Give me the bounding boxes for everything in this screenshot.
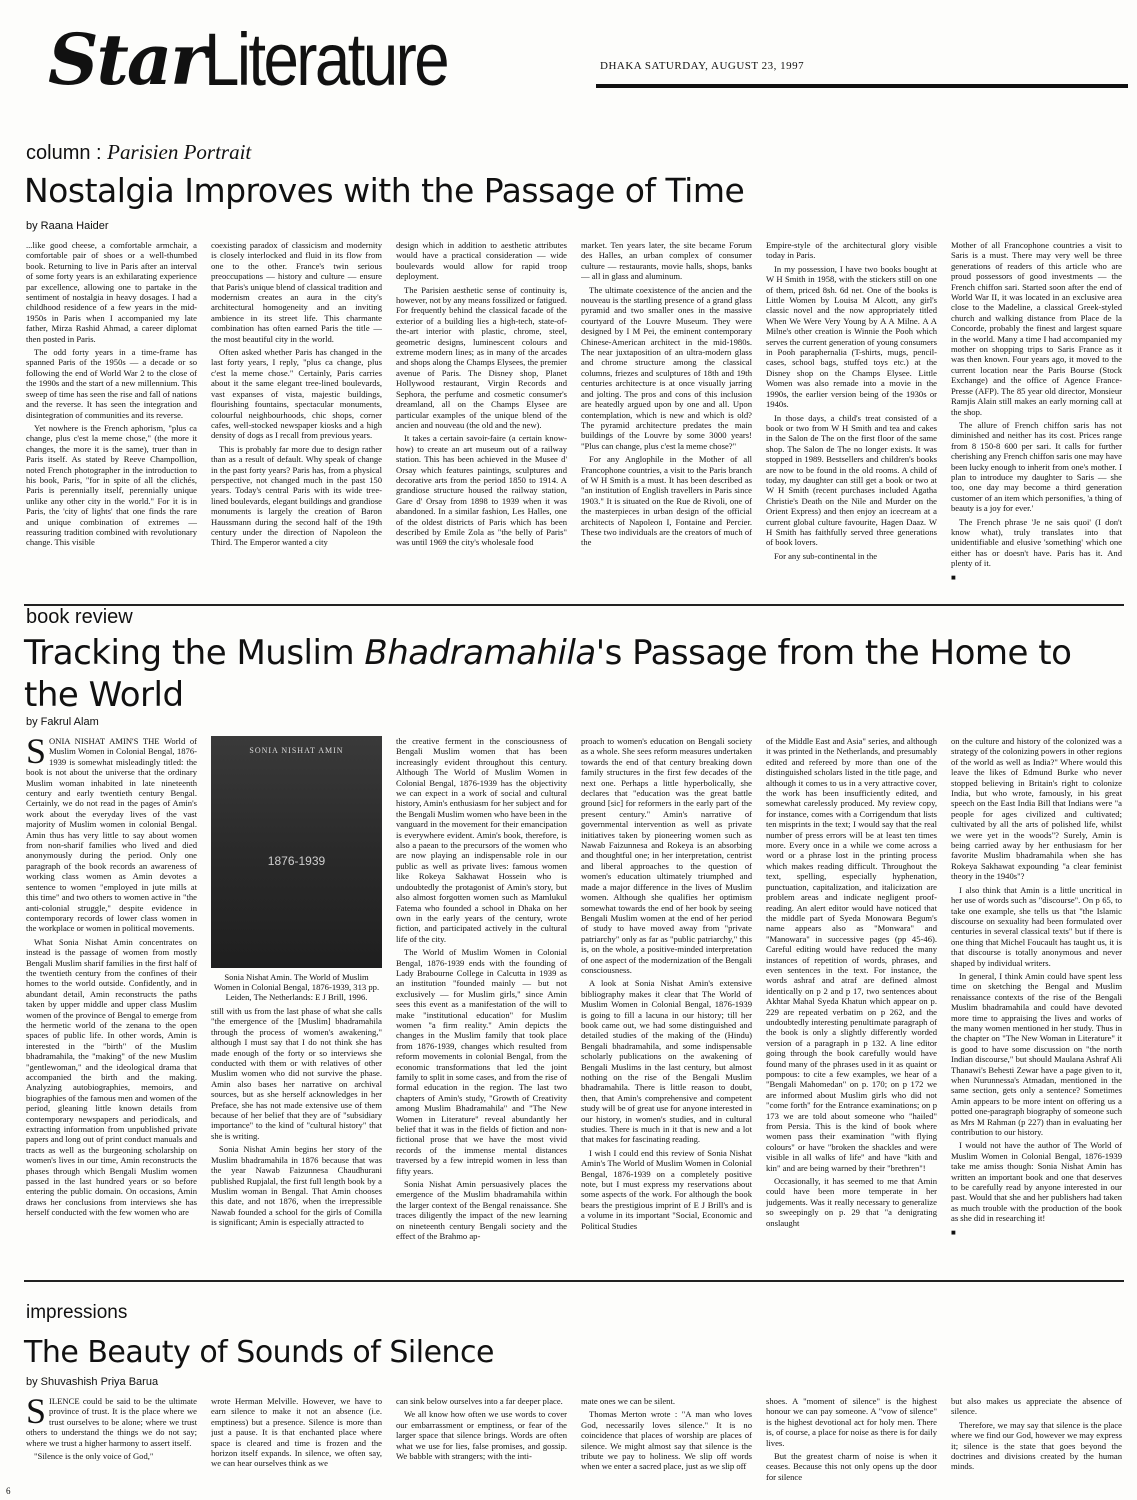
paragraph: Occasionally, it has seemed to me that Amin could have been more temperate in her judgements. Was it really necessary to generalize so sweepingly on p. 29 that "a denigrating onslaught (766, 1176, 937, 1228)
paragraph: mate ones we can be silent. (581, 1396, 676, 1406)
section-divider (24, 1280, 1124, 1282)
paragraph: Therefore, we may say that silence is the place where we find our God, however we may express it; silence is the state that goes beyond the doctrines and divisions created by the human minds. (951, 1419, 1122, 1472)
paragraph: design which in addition to aesthetic attributes would have a practical consideration — wide boulevards would allow for rapid troop deployment. (396, 240, 567, 282)
dateline: DHAKA SATURDAY, AUGUST 23, 1997 (600, 60, 805, 72)
paragraph: The French phrase 'Je ne sais quoi' (I don't know what), truly translates into that unidentifiable and elusive 'something' which one either has or doesn't have. Paris has it. And plenty of it. (951, 516, 1122, 569)
article1-kicker-title: Parisien Portrait (107, 140, 252, 164)
article3-kicker: impressions (26, 1302, 128, 1323)
article1-column (951, 240, 1122, 602)
article3-column (26, 1396, 197, 1496)
article2-headline-italic: Bhadramahila (364, 633, 596, 673)
page-number: 6 (6, 1486, 11, 1496)
paragraph: Often asked whether Paris has changed in the last forty years, I reply, "plus ca change, plus c'est la meme chose." Certainly, Paris carries about it the same elegant tree-lined boulevards, vast expanses of vista, majestic buildings, flourishing fountains, spectacular monuments, colourful neighbourhoods, chic shops, corner cafes, well-stocked newspaper kiosks and a high density of dogs as I recall from previous years. (211, 347, 382, 441)
paragraph: The ultimate coexistence of the ancien and the nouveau is the startling presence of a grand glass pyramid and two smaller ones in the massive courtyard of the Louvre Museum. They were designed by I M Pei, the eminent contemporary Chinese-American architect in the mid-1980s. The near juxtaposition of an ultra-modern glass and chrome structure among the classical columns, friezes and sculptures of 18th and 19th centuries architecture is at once visually jarring and jolting. The pros and cons of this inclusion are heatedly argued upon by one and all. Upon contemplation, which is new and which is old? The pyramid architecture predates the main buildings of the Louvre by some 3000 years! "Plus can change, plus c'est la meme chose?" (581, 284, 752, 451)
paragraph: The allure of French chiffon saris has not diminished and neither has its cost. Prices range from 8 150-8 600 per sari. It calls for further cherishing any French chiffon saris one may have been lucky enough to inherit from one's mother. I plan to introduce my daughter to Saris — she too, one day may become a third generation customer of an item which personifies, 'a thing of beauty is a joy for ever.' (951, 419, 1122, 514)
article1-column (581, 240, 752, 602)
paragraph: In those days, a child's treat consisted of a book or two from W H Smith and tea and cakes in the Salon de The on the first floor of the same shop. The Salon de The no longer exists. It was stopped in 1989. Bestsellers and children's books are now to be found in the old rooms. A child of today, my daughter can still get a book or two at W H Smith (recent purchases included Agatha Christie's Death on the Nile and Murder on the Orient Express) and then enjoy an icecream at a current global culture favourite, Hagen Daaz. W H Smith has faithfully served three generations of book lovers. (766, 412, 937, 548)
article1-column (396, 240, 567, 602)
paragraph: We all know how often we use words to cover our embarrassment or emptiness, or fear of the larger space that silence brings. Words are often what we use for lies, false promises, and gossip. We babble with strangers; with the inti- (396, 1409, 567, 1462)
paragraph: but also makes us appreciate the absence of silence. (951, 1396, 1122, 1417)
paragraph: In general, I think Amin could have spent less time on sketching the Bengal and Muslim renaissance contexts of the rise of the Bengali Muslim bhadramahila and could have devoted more time to appraising the lives and works of the many women mentioned in her study. Thus in the chapter on "The New Woman in Literature" it is good to have some discussion on "the north Indian discourse," but should Maulana Ashraf Ali Thanawi's Behesti Zewar have a page given to it, when Nurunnessa's Atmadan, mentioned in the same section, gets only a sentence? Sometimes Amin appears to be more intent on offering us a potted one-paragraph biography of someone such as Mrs M Rahman (p 227) than in evaluating her contribution to our history. (951, 970, 1122, 1138)
article2-columns (26, 736, 1122, 1276)
paragraph: still with us from the last phase of what she calls "the emergence of the [Muslim] bhadramahila through the process of women's awakening," although I must say that I do not think she has made enough of the forty or so interviews she conducted with them or with relatives of other Muslim women who did not survive the phase. Amin also bases her narrative on archival sources, but as she herself acknowledges in her Preface, she has not made extensive use of them because of her belief that they are of "subsidiary importance" to the kind of "cultural history" that she is writing. (211, 1006, 382, 1141)
paragraph: I would not have the author of The World of Muslim Women in Colonial Bengal, 1876-1939 take me amiss though: Sonia Nishat Amin has written an important book and one that deserves to be carefully read by anyone interested in our past. Would that she and her publishers had taken as much trouble with the production of the book as she did in researching it! (951, 1140, 1122, 1224)
article3-column (396, 1396, 567, 1496)
article2-kicker: book review (26, 606, 133, 628)
paragraph: Sonia Nishat Amin persuasively places the emergence of the Muslim bhadramahila within the larger context of the Bengal renaissance. She traces diligently the impact of the new learning on nineteenth century Bengali society and the effect of the Brahmo ap- (396, 1179, 567, 1242)
paragraph: The odd forty years in a time-frame has spanned Paris of the 1950s — a decade or so following the end of World War 2 to the close of the 1990s and the start of a new millennium. This sweep of time has seen the rise and fall of nations and the reverse. It has seen the integration and disintegration of communities and its reverse. (26, 347, 197, 420)
article1-column (211, 240, 382, 602)
paragraph: coexisting paradox of classicism and modernity is closely interlocked and fluid in its flow from one to the other. France's twin serious preoccupations — history and culture — ensure that Paris's unique blend of classical tradition and modernism creates an aura in the city's architectural homogeneity and an inviting ambience in its street life. This charmante combination has often earned Paris the title — the most beautiful city in the world. (211, 240, 382, 344)
article2-byline: by Fakrul Alam (26, 716, 99, 728)
paragraph: ...like good cheese, a comfortable armchair, a comfortable pair of shoes or a well-thumbed book. Returning to live in Paris after an interval of some forty years is an exhilarating experience par excellence, allowing one to partake in the sentiment of nostalgia in heavy dosages. I had a childhood residence of a few years in the mid-1950s in Paris when I accompanied my late father, Mirza Rashid Ahmad, a career diplomat then posted in Paris. (26, 240, 197, 344)
paragraph: In my possession, I have two books bought at W H Smith in 1958, with the stickers still on one of them, priced 8sh. 6d net. One of the books is Little Women by Louisa M Alcott, any girl's classic novel and the now appropriately titled When We Were Very Young by A A Milne. A A Milne's other creation is Winnie the Pooh which serves the current generation of young consumers in Pooh paraphernalia (T-shirts, mugs, pencil-cases, school bags, stuffed toys etc.) at the Disney shop on the Champs Elysee. Little Women was also remade into a movie in the 1990s, the earlier version being of the 1930s or 1940s. (766, 263, 937, 410)
article1-byline: by Raana Haider (26, 220, 109, 232)
paragraph: A look at Sonia Nishat Amin's extensive bibliography makes it clear that The World of Muslim Women in Colonial Bengal, 1876-1939 is going to fill a lacuna in our history; till her book came out, we had some distinguished and detailed studies of the making of the (Hindu) Bengali bhadramahila, and some indispensable scholarly publications on the awakening of Bengali Muslims in the last century, but almost nothing on the rise of the Bengali Muslim bhadramahila. There is little reason to doubt, then, that Amin's comprehensive and competent study will be of great use for anyone interested in our history, in women's studies, and in cultural studies. There is much in it that is new and a lot that makes for fascinating reading. (581, 978, 752, 1145)
section-divider (24, 604, 1124, 606)
paragraph: on the culture and history of the colonized was a strategy of the colonizing powers in other regions of the world as well as India?" Where would this leave the likes of Edmund Burke who never stopped believing in Britain's right to colonize India, but who wrote, famously, in his great speech on the East India Bill that Indians were "a people for ages civilized and cultivated; cultivated by all the arts of polished life, whilst we were yet in the woods"? Surely, Amin is being carried away by her enthusiasm for her favorite Muslim bhadramahila when she has Rokeya Sakhawat expounding "a clear feminist theory in the 1940s"? (951, 736, 1122, 882)
photo-caption: Sonia Nishat Amin. The World of Muslim Women in Colonial Bengal, 1876-1939, 313 pp. Leiden, The Netherlands: E J Brill, 1996. (213, 972, 380, 1002)
article1-headline: Nostalgia Improves with the Passage of Time (24, 171, 745, 210)
article2-column (396, 736, 567, 1276)
paragraph: of the Middle East and Asia" series, and although it was printed in the Netherlands, and presumably edited and refereed by more than one of the distinguished scholars listed in the title page, and although it comes to us in a very attractive cover, the work has been insufficiently edited, and somewhat carelessly produced. My review copy, for instance, comes with a Corrigendum that lists ten misprints in the text; I would say that the real number of press errors will be at least ten times more. Every once in a while we come across a word or a phrase lost in the printing process which makes reading difficult. Throughout the text, spelling, especially hyphenation, punctuation, capitalization, and italicization are problem areas and indicate negligent proof-reading. An alert editor would have noticed that the middle part of Syeda Monowara Begum's name appears also as "Monwara" and "Manowara" in successive pages (pp 45-46). Careful editing would have reduced the many instances of repetition of words, phrases, and even sentences in the text. For instance, the words ashraf and atraf are defined almost identically on p 2 and p 17, two sentences about Akhtar Mahal Syeda Khatun which appear on p. 229 are repeated verbatim on p 262, and the undoubtedly interesting penultimate paragraph of the book is only a slightly differently worded version of a paragraph in p 132. A line editor going through the book carefully would have found many of the phrases used in it as quaint or pompous: to cite a few examples, we hear of a "Bengali Mahomedan" on p. 170; on p 172 we are informed about Muslim girls who did not "come forth" for the Entrance examinations; on p 173 we are told about someone who "hailed" from Persia. This is the kind of book where women pass their examination "with flying colours" or have "broken the shackles and were visible in all walks of life" and have "kith and kin" and are being warned by their "brethren"! (766, 736, 937, 1173)
paragraph: But the greatest charm of noise is when it ceases. Because this not only opens up the door for silence (766, 1451, 937, 1482)
article3-column (951, 1396, 1122, 1496)
dropcap: S (26, 736, 47, 771)
article2-column (951, 736, 1122, 1276)
article2-column (581, 736, 752, 1276)
article2-headline (24, 632, 1114, 716)
paragraph: can sink below ourselves into a far deeper place. (396, 1396, 563, 1406)
article3-byline: by Shuvashish Priya Barua (26, 1376, 159, 1388)
masthead-rule (596, 84, 1128, 88)
article1-kicker (26, 140, 251, 165)
article3-column (211, 1396, 382, 1496)
paragraph: The World of Muslim Women in Colonial Bengal, 1876-1939 ends with the founding of Lady Brabourne College in Calcutta in 1939 as an institution "founded mainly — but not exclusively — for Muslim girls," since Amin sees this event as a manifestation of the will to make "institutional education" for Muslim women "a firm reality." Amin depicts the changes in the Muslim family that took place from 1876-1939, changes which resulted from reform movements in colonial Bengal, from the economic transformations that led the joint family to split in some cases, and from the rise of formal education in the region. The last two chapters of Amin's study, "Growth of Creativity among Muslim Bhadramahila" and "The New Women in Literature" reveal abundantly her belief that it was in the fields of fiction and non-fictional prose that we have the most vivid records of the immense mental distances traversed by a few intrepid women in less than fifty years. (396, 947, 567, 1176)
paragraph: Thomas Merton wrote : "A man who loves God, necessarily loves silence." It is no coincidence that places of worship are places of silence. We might almost say that silence is the tribute we pay to holiness. We slip off words when we enter a sacred place, just as we slip off (581, 1409, 752, 1472)
article1-kicker-label: column : (26, 142, 108, 164)
article2-column (211, 736, 382, 1276)
paragraph: Sonia Nishat Amin begins her story of the Muslim bhadramahila in 1876 because that was the year Nawab Faizunnesa Chaudhurani published Rupjalal, the first full length book by a Muslim woman in Bengal. That Amin chooses this date, and not 1876, when the irrepressible Nawab founded a school for the girls of Comilla is significant; Amin is especially attracted to (211, 1144, 382, 1228)
dropcap: S (26, 1396, 47, 1431)
article1-column (766, 240, 937, 602)
article2-headline-post: 's Passage from the Home to the World (24, 633, 1072, 715)
paragraph: It takes a certain savoir-faire (a certain know-how) to create an art museum out of a railway station. This has been achieved in the Musee d' Orsay which features paintings, sculptures and decorative arts from the period 1850 to 1914. A grandiose structure housed the railway station, Gare d' Orsay from 1898 to 1939 when it was abandoned. In a similar fashion, Les Halles, one of the oldest districts of Paris which has been described by Emile Zola as "the belly of Paris" was until 1969 the city's wholesale food (396, 433, 567, 548)
masthead (38, 12, 1128, 112)
paragraph: market. Ten years later, the site became Forum des Halles, an urban complex of consumer culture — restaurants, movie halls, shops, banks — all in glass and aluminum. (581, 240, 752, 282)
paragraph: This is probably far more due to design rather than as a result of default. Why speak of change in the past forty years? Paris has, from a physical perspective, not changed much in the past 150 years. Today's central Paris with its wide tree-lined boulevards, elegant buildings and grandiose monuments is largely the creation of Baron Haussmann during the second half of the 19th century under the direction of Napoleon the Third. The Emperor wanted a city (211, 443, 382, 548)
article1-columns (26, 240, 1122, 602)
paragraph: "Silence is the only voice of God," (34, 1451, 154, 1462)
masthead-literature: Literature (204, 18, 448, 101)
article1-column (26, 240, 197, 602)
book-cover-title: SONIA NISHAT AMIN (249, 746, 344, 755)
article2-column (26, 736, 197, 1276)
masthead-star: Star (48, 18, 206, 101)
paragraph (26, 736, 197, 934)
book-cover-image (211, 736, 382, 968)
paragraph: I also think that Amin is a little uncritical in her use of words such as "discourse". On p 65, to take one example, she tells us that "the Islamic discourse on sexuality had been formulated over centuries in several classical texts" but if there is one thing that Michel Foucault has taught us, it is that discourse is totally anonymous and never shaped by individual writers. (951, 884, 1122, 968)
end-mark: ■ (951, 572, 956, 582)
article2-column (766, 736, 937, 1276)
paragraph-text: ILENCE could be said to be the ultimate province of trust. It is the place where we trust ourselves to be alone; where we trust others to understand the things we do not say; where we trust a higher harmony to assert itself. (26, 1396, 197, 1448)
paragraph: the creative ferment in the consciousness of Bengali Muslim women that has been increasingly evident throughout this century. Although The World of Muslim Women in Colonial Bengal, 1876-1939 has the objectivity we can expect in a work of social and cultural history, Amin's enthusiasm for her subject and for the Bengali Muslim women who have been in the vanguard in the movement for their emancipation is everywhere evident. Amin's book, therefore, is also a paean to the precursors of the women who are now playing an indispensable role in our public as well as private lives: famous women like Rokeya Sakhawat Hossein who is undoubtedly the protagonist of Amin's story, but also almost forgotten women such as Mamlukul Fatema who founded a school in Dhaka on her own in the early years of the century, wrote fiction, and participated actively in the cultural life of the city. (396, 736, 567, 944)
end-mark: ■ (951, 1227, 956, 1237)
paragraph: What Sonia Nishat Amin concentrates on instead is the passage of women from mostly Bengali Muslim sharif families in the first half of the twentieth century from the confines of their homes to the world outside. Confidently, and in abundant detail, Amin reconstructs the paths taken by upper middle and upper class Muslim women of the province of Bengal to emerge from the hermetic world of the zenana to the open spaces of public life. In other words, Amin is interested in the "birth" of the Muslim bhadramahila, the "making" of the new Muslim "gentlewoman," and the ideological drama that accompanied the birth and the making. Analyzing autobiographies, memoirs, and biographies of the famous men and women of the period, gleaning little known details from contemporary newspapers and periodicals, and extracting information from unpublished private papers and long out of print conduct manuals and tracts as well as the burgeoning scholarship on women's lives in our time, Amin reconstructs the phases through which Bengali Muslim women passed in the last hundred years or so before entering the public domain. On occasions, Amin draws her conclusions from interviews she has herself conducted with the few women who are (26, 936, 197, 1218)
book-cover-years: 1876-1939 (267, 854, 326, 868)
paragraph: Mother of all Francophone countries a visit to Saris is a must. There may very well be three generations of readers of this article who are proud possessors of good investments — the French chiffon sari. Started soon after the end of World War II, it was located in an exclusive area close to the Madeline, a classical Greek-styled church and walking distance from Place de la Concorde, probably the finest and largest square in the world. Many a time I had accompanied my mother on shopping trips to Saris France as it was then known. Four years ago, it moved to the current location near the Paris Bourse (Stock Exchange) and the office of Agence France-Presse (AFP). The 85 year old director, Monsieur Ramjis Alain still makes an early morning call at the shop. (951, 240, 1122, 417)
paragraph: Yet nowhere is the French aphorism, "plus ca change, plus c'est la meme chose," (the more it changes, the more it is the same), truer than in Paris itself. As stated by Reeve Champollion, noted French photographer in the introduction to his book, Paris, "for in spite of all the clichés, Paris is perennially itself, perennially unique unlike any other city in the world." For it is in Paris, the 'city of lights' that one finds the rare and unique combination of extremes — reassuring tradition combined with revolutionary change. This visible (26, 422, 197, 548)
article3-column (766, 1396, 937, 1496)
paragraph: The Parisien aesthetic sense of continuity is, however, not by any means fossilized or fatigued. For frequently behind the classical facade of the exterior of a building lies a high-tech, state-of-the-art interior with plastic, chrome, steel, geometric designs, luminescent colours and extreme modern lines; as in many of the arcades and shops along the Champs Elysees, the premier avenue of Paris. The Disney shop, Planet Hollywood restaurant, Virgin Records and Sephora, the perfume and cosmetic consumer's dreamland, all on the Champs Elysee are particular examples of the unique blend of the ancien and nouveau (the old and the new). (396, 284, 567, 430)
article3-columns (26, 1396, 1122, 1496)
article2-headline-pre: Tracking the Muslim (24, 633, 365, 673)
paragraph-text: ONIA NISHAT AMIN'S THE World of Muslim Women in Colonial Bengal, 1876-1939 is somewhat misleadingly titled: the book is not about the universe that the ordinary Muslim woman inhabited in late nineteenth century and early twentieth century Bengal. Certainly, we do not read in the pages of Amin's work about the everyday lives of the vast majority of Muslim women in colonial Bengal. Amin thus has very little to say about women from non-sharif families who lived and died anonymously during the period. Only one paragraph of the book records an awareness of working class women as Amin devotes a sentence to women "employed in jute mills at this time" and two others to women active in "the anti-colonial struggle," despite evidence in contemporary records of lower class women in the workplace or women in political movements. (26, 736, 197, 934)
paragraph: Empire-style of the architectural glory visible today in Paris. (766, 240, 937, 261)
paragraph: proach to women's education on Bengali society as a whole. She sees reform measures undertaken towards the end of that century breaking down family structures in the first few decades of the next one. Perhaps a little hyperbolically, she declares that "education was the great battle ground [sic] for reformers in the early part of the present century." Amin's narrative of governmental intervention as well as private initiatives taken by pioneering women such as Nawab Faizunnesa and Rokeya is an absorbing and thoughtful one; in her interpretation, centrist and liberal approaches to the question of women's education ultimately triumphed and made a major difference in the lives of Muslim women. Although she qualifies her optimism somewhat towards the end of her book by seeing Bengali Muslim women at the end of her period of study to have moved away from "private patriarchy" only as far as "public patriarchy," this is, on the whole, a positive-minded interpretation of one aspect of the modernization of the Bengali consciousness. (581, 736, 752, 975)
paragraph: wrote Herman Melville. However, we have to earn silence to make it not an absence (i.e. emptiness) but a presence. Silence is more than just a pause. It is that enchanted place where space is cleared and time is frozen and the horizon itself expands. In silence, we often say, we can hear ourselves think as we (211, 1396, 382, 1469)
paragraph: For any sub-continental in the (774, 550, 878, 561)
paragraph (26, 1396, 197, 1448)
article3-headline: The Beauty of Sounds of Silence (24, 1335, 494, 1370)
paragraph: I wish I could end this review of Sonia Nishat Amin's The World of Muslim Women in Colonial Bengal, 1876-1939 on a completely positive note, but I must express my reservations about some aspects of the work. For although the book bears the prestigious imprint of E J Brill's and is a volume in its important "Social, Economic and Political Studies (581, 1147, 752, 1231)
paragraph: For any Anglophile in the Mother of all Francophone countries, a visit to the Paris branch of W H Smith is a must. It has been described as "an institution of English travellers in Paris since 1903." It is situated on the Rue de Rivoli, one of the masterpieces in urban design of the official architects of Napoleon I, Fontaine and Percier. These two individuals are the creators of much of the (581, 454, 752, 548)
paragraph: shoes. A "moment of silence" is the highest honour we can pay someone. A "vow of silence" is the highest devotional act for holy men. There is, of course, a place for noise as there is for daily lives. (766, 1396, 937, 1448)
article3-column (581, 1396, 752, 1496)
